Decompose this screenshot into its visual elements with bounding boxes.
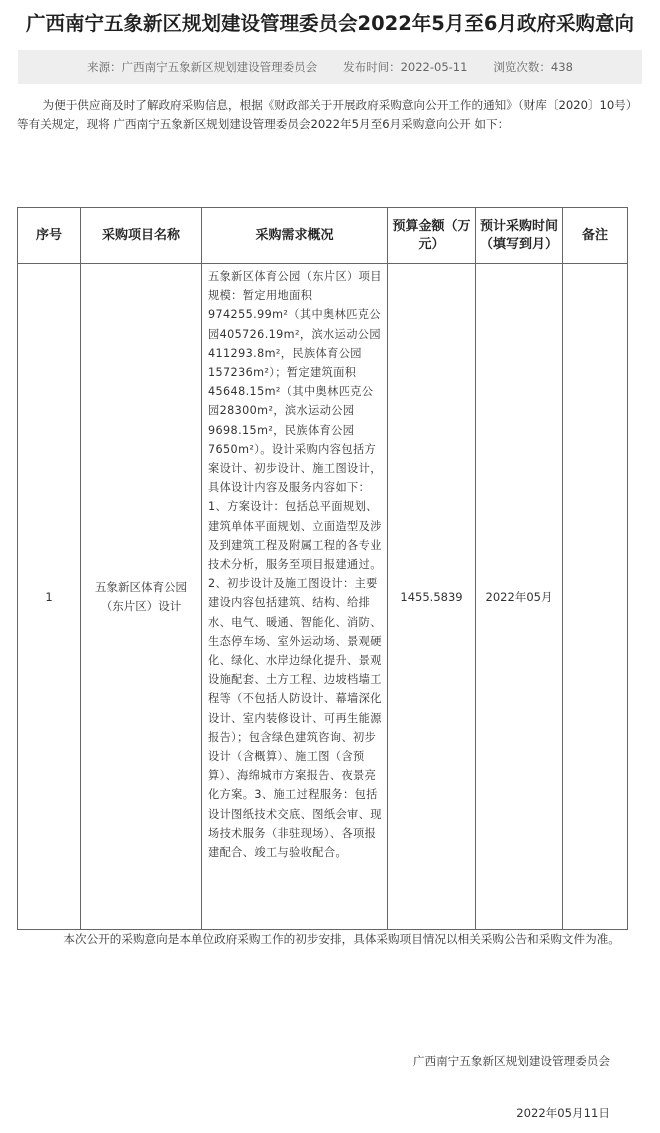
table-header-row bbox=[18, 208, 628, 264]
meta-publish-time: 发布时间：2022-05-11 bbox=[343, 60, 468, 74]
issue-date: 2022年05月11日 bbox=[516, 1106, 610, 1120]
cell-project-name: 五象新区体育公园（东片区）设计 bbox=[81, 264, 202, 930]
meta-view-count: 浏览次数：438 bbox=[493, 60, 573, 74]
intro-paragraph: 为便于供应商及时了解政府采购信息，根据《财政部关于开展政府采购意向公开工作的通知》（财库〔2020〕10号）等有关规定，现将 广西南宁五象新区规划建设管理委员会2022年5月至6月采购意向公开 如下： bbox=[17, 98, 638, 131]
cell-remarks bbox=[563, 264, 628, 930]
header-budget: 预算金额（万元） bbox=[388, 208, 476, 264]
cell-budget: 1455.5839 bbox=[388, 264, 476, 930]
page-title: 广西南宁五象新区规划建设管理委员会2022年5月至6月政府采购意向 bbox=[26, 12, 634, 35]
table-row bbox=[18, 264, 628, 930]
closing-paragraph: 本次公开的采购意向是本单位政府采购工作的初步安排，具体采购项目情况以相关采购公告和采购文件为准。 bbox=[63, 932, 620, 946]
cell-serial-no: 1 bbox=[18, 264, 81, 930]
issuer-signature: 广西南宁五象新区规划建设管理委员会 bbox=[412, 1054, 610, 1068]
meta-source: 来源：广西南宁五象新区规划建设管理委员会 bbox=[87, 60, 318, 74]
cell-requirement-overview: 五象新区体育公园（东片区）项目规模：暂定用地面积974255.99m²（其中奥林匹克公园405726.19m²，滨水运动公园411293.8m²，民族体育公园157236m²）；暂定建筑面积45648.15m²（其中奥林匹克公园28300m²，滨水运动公园9698.15m²，民族体育公园7650m²）。设计采购内容包括方案设计、初步设计、施工图设计，具体设计内容及服务内容如下：1、方案设计：包括总平面规划、建筑单体平面规划、立面造型及涉及到建筑工程及附属工程的各专业技术分析，服务至项目报建通过。2、初步设计及施工图设计：主要建设内容包括建筑、结构、给排水、电气、暖通、智能化、消防、生态停车场、室外运动场、景观硬化、绿化、水岸边绿化提升、景观设施配套、土方工程、边坡档墙工程等（不包括人防设计、幕墙深化设计、室内装修设计、可再生能源报告）；包含绿色建筑咨询、初步设计（含概算）、施工图（含预算）、海绵城市方案报告、夜景亮化方案。3、施工过程服务：包括设计图纸技术交底、图纸会审、现场技术服务（非驻现场）、各项报建配合、竣工与验收配合。 bbox=[202, 264, 388, 930]
procurement-table bbox=[17, 207, 628, 930]
header-requirement-overview: 采购需求概况 bbox=[202, 208, 388, 264]
cell-estimated-time: 2022年05月 bbox=[476, 264, 563, 930]
header-estimated-time: 预计采购时间（填写到月） bbox=[476, 208, 563, 264]
header-serial-no: 序号 bbox=[18, 208, 81, 264]
header-remarks: 备注 bbox=[563, 208, 628, 264]
article-meta-bar bbox=[18, 50, 642, 84]
header-project-name: 采购项目名称 bbox=[81, 208, 202, 264]
